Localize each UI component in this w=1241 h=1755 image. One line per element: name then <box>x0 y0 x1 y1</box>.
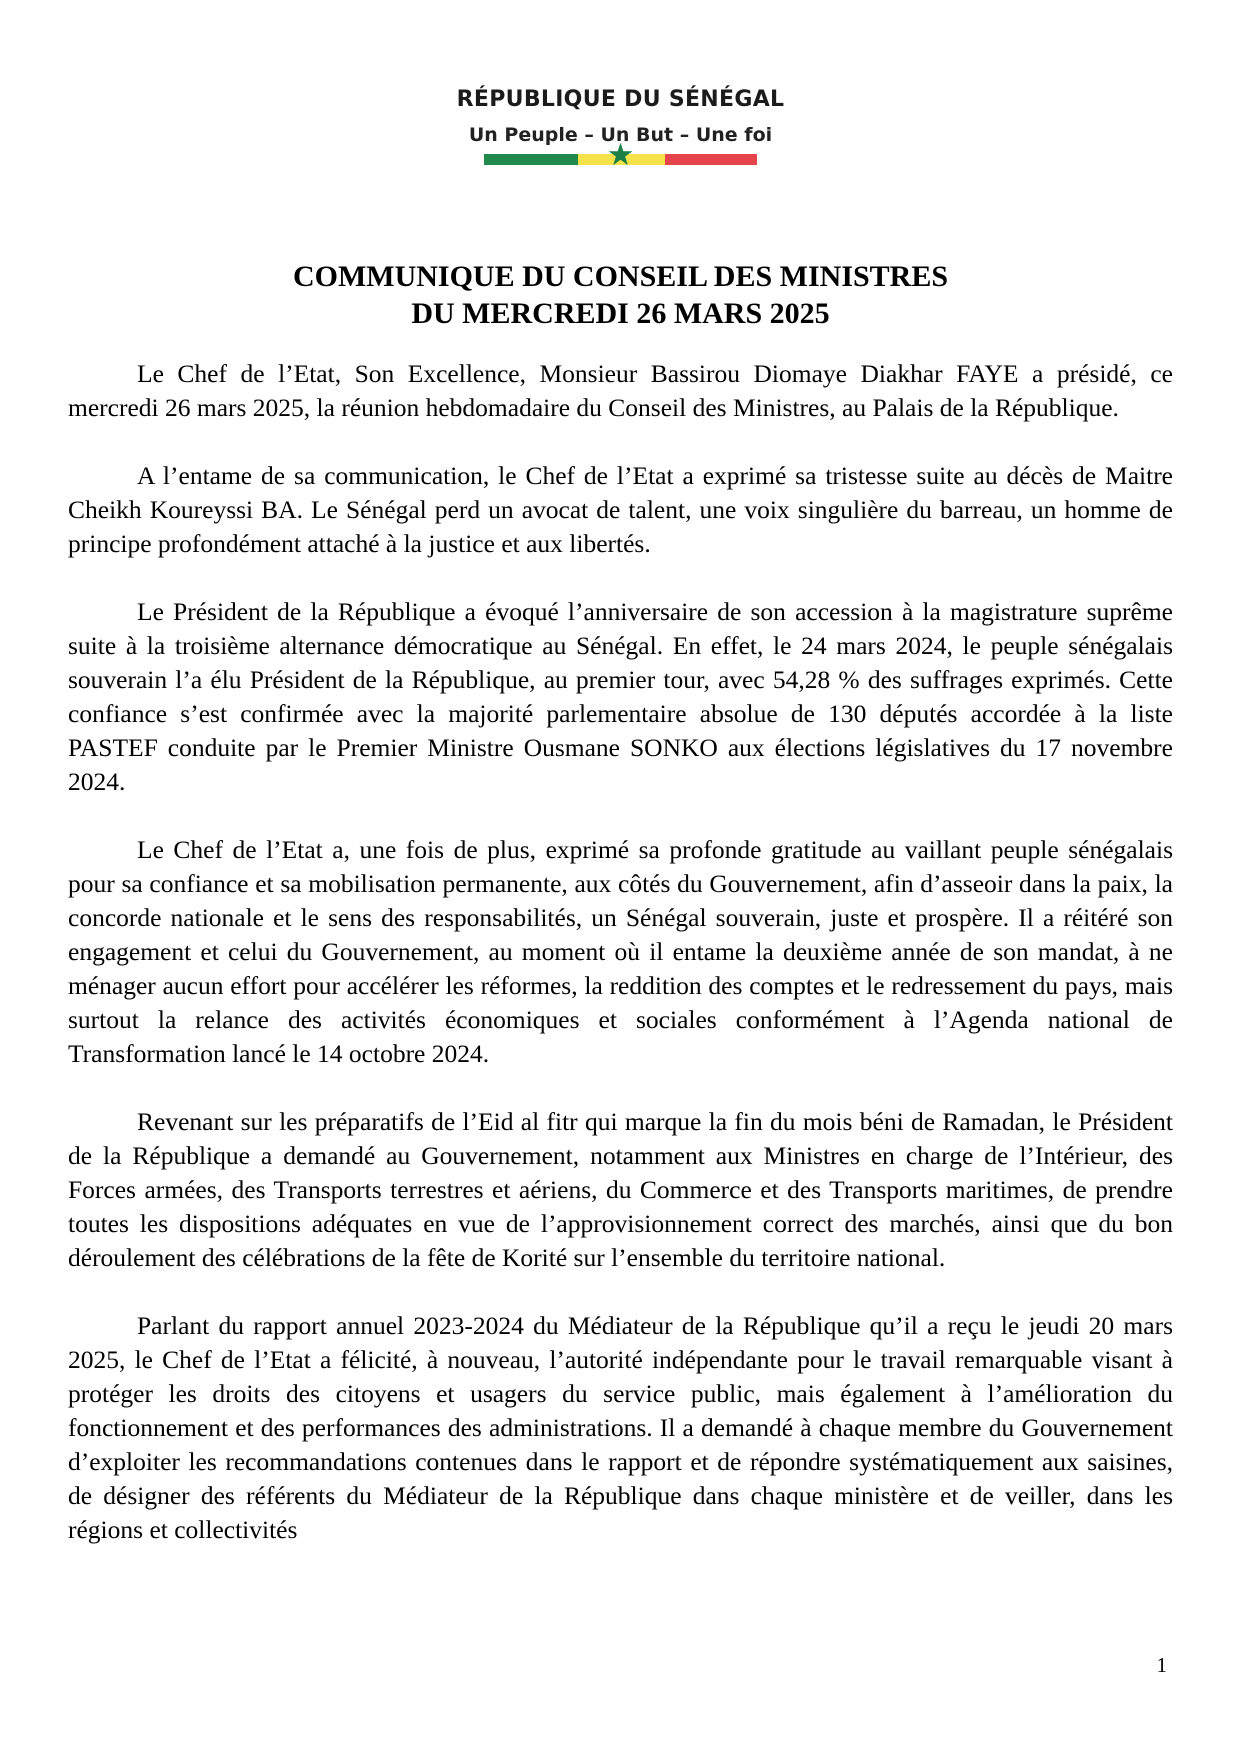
paragraph: Le Chef de l’Etat, Son Excellence, Monsieur Bassirou Diomaye Diakhar FAYE a présidé, ce mercredi 26 mars 2025, la réunion hebdomadaire du Conseil des Ministres, au Palais de la République. <box>68 359 1173 422</box>
paragraph: A l’entame de sa communication, le Chef de l’Etat a exprimé sa tristesse suite au décès de Maitre Cheikh Koureyssi BA. Le Sénégal perd un avocat de talent, une voix singulière du barreau, un homme de principe profondément attaché à la justice et aux libertés. <box>68 461 1173 558</box>
country-name: RÉPUBLIQUE DU SÉNÉGAL <box>456 87 785 112</box>
national-motto: Un Peuple – Un But – Une foi <box>468 124 773 146</box>
national-emblem-header <box>0 0 1241 173</box>
paragraph: Parlant du rapport annuel 2023-2024 du Médiateur de la République qu’il a reçu le jeudi 20 mars 2025, le Chef de l’Etat a félicité, à nouveau, l’autorité indépendante pour le travail remarquable visant à protéger les droits des citoyens et usagers du service public, mais également à l’amélioration du fonctionnement et des performances des administrations. Il a demandé à chaque membre du Gouvernement d’exploiter les recommandations contenues dans le rapport et de répondre systématiquement aux saisines, de désigner des référents du Médiateur de la République dans chaque ministère et de veiller, dans les régions et collectivités <box>68 1311 1173 1544</box>
paragraph: Le Président de la République a évoqué l’anniversaire de son accession à la magistrature suprême suite à la troisième alternance démocratique au Sénégal. En effet, le 24 mars 2024, le peuple sénégalais souverain l’a élu Président de la République, au premier tour, avec 54,28 % des suffrages exprimés. Cette confiance s’est confirmée avec la majorité parlementaire absolue de 130 députés accordée à la liste PASTEF conduite par le Premier Ministre Ousmane SONKO aux élections législatives du 17 novembre 2024. <box>68 597 1173 796</box>
paragraph: Revenant sur les préparatifs de l’Eid al fitr qui marque la fin du mois béni de Ramadan, le Président de la République a demandé au Gouvernement, notamment aux Ministres en charge de l’Intérieur, des Forces armées, des Transports terrestres et aériens, du Commerce et des Transports maritimes, de prendre toutes les dispositions adéquates en vue de l’approvisionnement correct des marchés, ainsi que du bon déroulement des célébrations de la fête de Korité sur l’ensemble du territoire national. <box>68 1107 1173 1272</box>
paragraph: Le Chef de l’Etat a, une fois de plus, exprimé sa profonde gratitude au vaillant peuple sénégalais pour sa confiance et sa mobilisation permanente, aux côtés du Gouvernement, afin d’asseoir dans la paix, la concorde nationale et le sens des responsabilités, un Sénégal souverain, juste et prospère. Il a réitéré son engagement et celui du Gouvernement, au moment où il entame la deuxième année de son mandat, à ne ménager aucun effort pour accélérer les réformes, la reddition des comptes et le redressement du pays, mais surtout la relance des activités économiques et sociales conformément à l’Agenda national de Transformation lancé le 14 octobre 2024. <box>68 835 1173 1068</box>
document-title-line1: COMMUNIQUE DU CONSEIL DES MINISTRES <box>292 260 949 293</box>
page-number: 1 <box>1156 1653 1167 1677</box>
document-title-line2: DU MERCREDI 26 MARS 2025 <box>411 297 830 330</box>
document-title <box>0 258 1241 332</box>
flag-green-stripe <box>484 154 578 165</box>
star-icon: ★ <box>606 137 635 173</box>
senegal-flag-bar <box>484 137 757 173</box>
flag-red-stripe <box>665 154 757 165</box>
document-body <box>68 357 1173 1547</box>
